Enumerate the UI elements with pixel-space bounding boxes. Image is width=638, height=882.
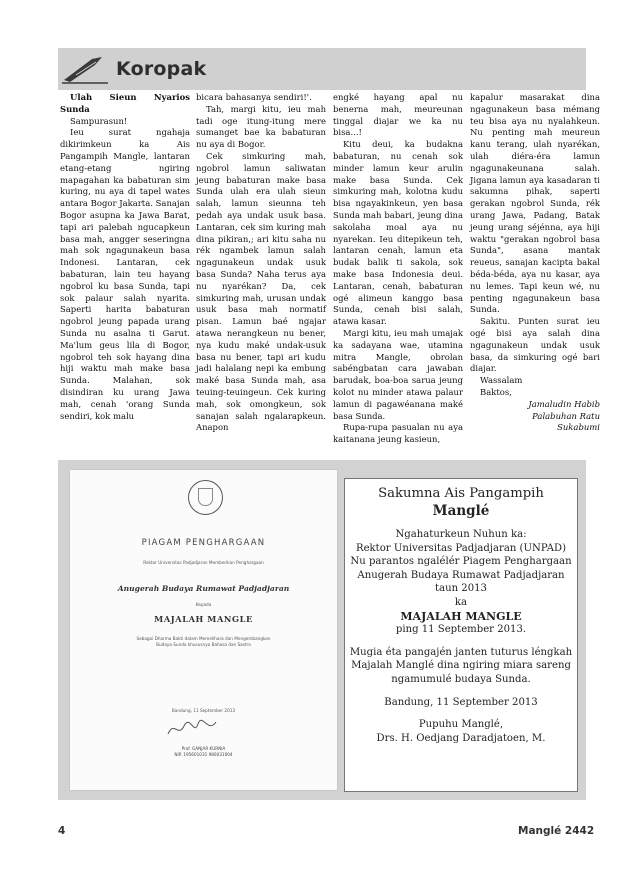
notice-wish-2: Majalah Manglé dina ngiring miara sareng	[351, 660, 571, 672]
page-number: 4	[58, 825, 66, 837]
paragraph: Margi kitu, ieu mah umajak ka sadayana wae, utamina mitra Mangle, obrolan sabéngbatan cara jawaban barudak, boa-boa sarua jeung kolot nu minder atawa palaur lamun di pagawéanana maké basa Sunda.	[333, 327, 463, 421]
certificate-signer-nip: NIP. 195601031 980031004	[174, 752, 233, 757]
paragraph: Ulah Sieun Nyarios Sunda	[60, 92, 190, 114]
notice-place-date: Bandung, 11 September 2013	[384, 696, 538, 708]
certificate-title: PIAGAM PENGHARGAAN	[141, 538, 266, 548]
notice-signer-title: Pupuhu Manglé,	[418, 719, 504, 731]
certificate-kepada: Kepada	[195, 602, 212, 607]
paragraph: Tah, margi kitu, ieu mah tadi oge itung-itung mere sumanget bae ka babaturan nu aya di Bogor.	[196, 103, 326, 150]
certificate-signer	[70, 746, 337, 758]
paragraph: Palabuhan Ratu	[532, 410, 600, 421]
certificate-recipient: MAJALAH MANGLE	[154, 614, 253, 624]
notice-line-6: ka	[454, 596, 468, 608]
paragraph: Sakitu. Punten surat ieu ogé bisi aya salah dina ngagunakeun undak usuk basa, da simkuring ogé bari diajar.	[470, 316, 600, 374]
certificate-image	[70, 470, 337, 790]
university-emblem-icon	[188, 480, 223, 515]
paragraph: Sukabumi	[557, 422, 600, 433]
certificate-award: Anugerah Budaya Rumawat Padjadjaran	[117, 584, 290, 593]
certificate-desc-2: Budaya Sunda khususnya Bahasa dan Sastra	[156, 642, 251, 647]
paragraph: kapalur masarakat dina ngagunakeun basa mémang teu bisa aya nu nyalahkeun. Nu penting mah meureun kanu terang, ulah nyarékan, ulah diéra-éra lamun ngagunakeunana salah. Jigana lamun aya kasadaran ti sakumna pihak, saperti gerakan ngobrol Sunda, rék urang Jawa, Padang, Batak jeung urang séjénna, aya hiji waktu "gerakan ngobrol basa Sunda", asana mantak reueus, sanajan kacipta bakal béda-béda, aya nu kasar, aya nu lemes. Tapi keun wé, nu penting ngagunakeun basa Sunda.	[470, 92, 600, 315]
notice-heading: Sakumna Ais Pangampih	[378, 486, 544, 501]
paragraph: Rupa-rupa pasualan nu aya kaitanana jeung kasieun,	[333, 422, 463, 445]
article-column-3	[333, 92, 463, 446]
paragraph: Wassalam	[480, 375, 523, 386]
paragraph: engké hayang apal nu benerna mah, meureunan tinggal diajar we ka nu bisa...!	[333, 92, 463, 138]
article-column-1	[60, 92, 190, 422]
section-title: Koropak	[116, 58, 207, 80]
notice-wish-3: ngamumulé budaya Sunda.	[391, 673, 531, 685]
paragraph: Sampurasun!	[70, 115, 128, 126]
certificate-date: Bandung, 11 September 2013	[171, 708, 236, 713]
paragraph: Baktos,	[480, 386, 512, 397]
notice-line-5: taun 2013	[435, 583, 487, 595]
article-column-4	[470, 92, 600, 434]
notice-recipient: MAJALAH MANGLE	[400, 609, 522, 623]
signature-icon	[164, 716, 220, 742]
paragraph: Ieu surat ngahaja dikirimkeun ka Ais Pangampih Mangle, lantaran etang-etang ngiring mapagahan ka babaturan sim kuring, nu aya di tapel wates antara Bogor Jakarta. Sanajan Bogor asupna ka Jawa Barat, tapi ari palebah ngucapkeun basa mah, angger seseringna mah sok ngagunakeun basa Indonesi. Lantaran, cek babaturan, lain teu hayang ngobrol ku basa Sunda, tapi sok palaur salah nyarita. Saperti harita babaturan ngobrol jeung papada urang Sunda nu asalna ti Garut. Ma'lum geus lila di Bogor, ngobrol teh sok hayang dina hiji waktu mah make basa Sunda. Malahan, sok disindiran ku urang Jawa mah, cenah 'orang Sunda sendiri, kok malu	[60, 127, 190, 421]
notice-date-line: ping 11 September 2013.	[395, 624, 527, 636]
paragraph: bicara bahasanya sendiri!'.	[196, 92, 312, 102]
quill-icon	[62, 54, 110, 84]
certificate-desc-1: Sebagai Dharma Bakti dalam Memelihara dan Mengembangkan	[136, 636, 271, 641]
notice-line-2: Rektor Universitas Padjadjaran (UNPAD)	[355, 542, 567, 554]
notice-line-1: Ngahaturkeun Nuhun ka:	[395, 529, 527, 540]
paragraph: Jamaludin Habib	[528, 398, 600, 409]
certificate-line: Rektor Universitas Padjadjaran Memberikan Penghargaan	[143, 560, 264, 565]
paragraph: Kitu deui, ka budakna babaturan, nu cenah sok minder lamun keur arulin make basa Sunda. Cek simkuring mah, kolotna kudu bisa ngayakinkeun, yen basa Sunda mah babari, jeung dina sakolaha moal aya nu nyarekan. Ieu ditepikeun teh, lantaran cenah, lamun eta budak balik ti sakola, sok make basa Indonesia deui. Lantaran, cenah, babaturan ogé alimeun kanggo basa Sunda, cenah bisi salah, atawa kasar.	[333, 139, 463, 327]
certificate-signer-name: Prof. GANJAR KURNIA	[181, 746, 226, 751]
notice-wish-1: Mugia éta pangajén janten tuturus léngkah	[349, 646, 573, 658]
article-column-2	[196, 92, 326, 434]
notice-line-3: Nu parantos ngalélér Piagem Penghargaan	[350, 556, 572, 568]
paragraph: Cek simkuring mah, ngobrol lamun saliwatan jeung babaturan make basa Sunda ulah era ulah sieun salah, lamun sieunna teh pedah aya undak usuk basa. Lantaran, cek sim kuring mah dina pikiran,; ari kitu saha nu rék ngambek lamun salah ngagunakeun undak usuk basa Sunda? Naha terus aya nu nyarékan? Da, cek simkuring mah, urusan undak usuk basa mah normatif pisan. Lamun baé ngajar atawa nerangkeun nu bener, nya kudu maké undak-usuk basa nu bener, tapi ari kudu jadi halalang nepi ka embung maké basa Sunda mah, asa teuing-teuingeun. Cek kuring mah, sok omongkeun, sok sanajan salah ngalarapkeun. Anapon	[196, 150, 326, 433]
notice-magazine: Manglé	[432, 503, 490, 519]
notice-signer-name: Drs. H. Oedjang Daradjatoen, M.	[376, 732, 546, 744]
notice-line-4: Anugerah Budaya Rumawat Padjadjaran	[357, 569, 565, 581]
section-brand	[62, 54, 206, 84]
thank-you-notice	[344, 478, 578, 792]
magazine-issue: Manglé 2442	[518, 825, 595, 837]
